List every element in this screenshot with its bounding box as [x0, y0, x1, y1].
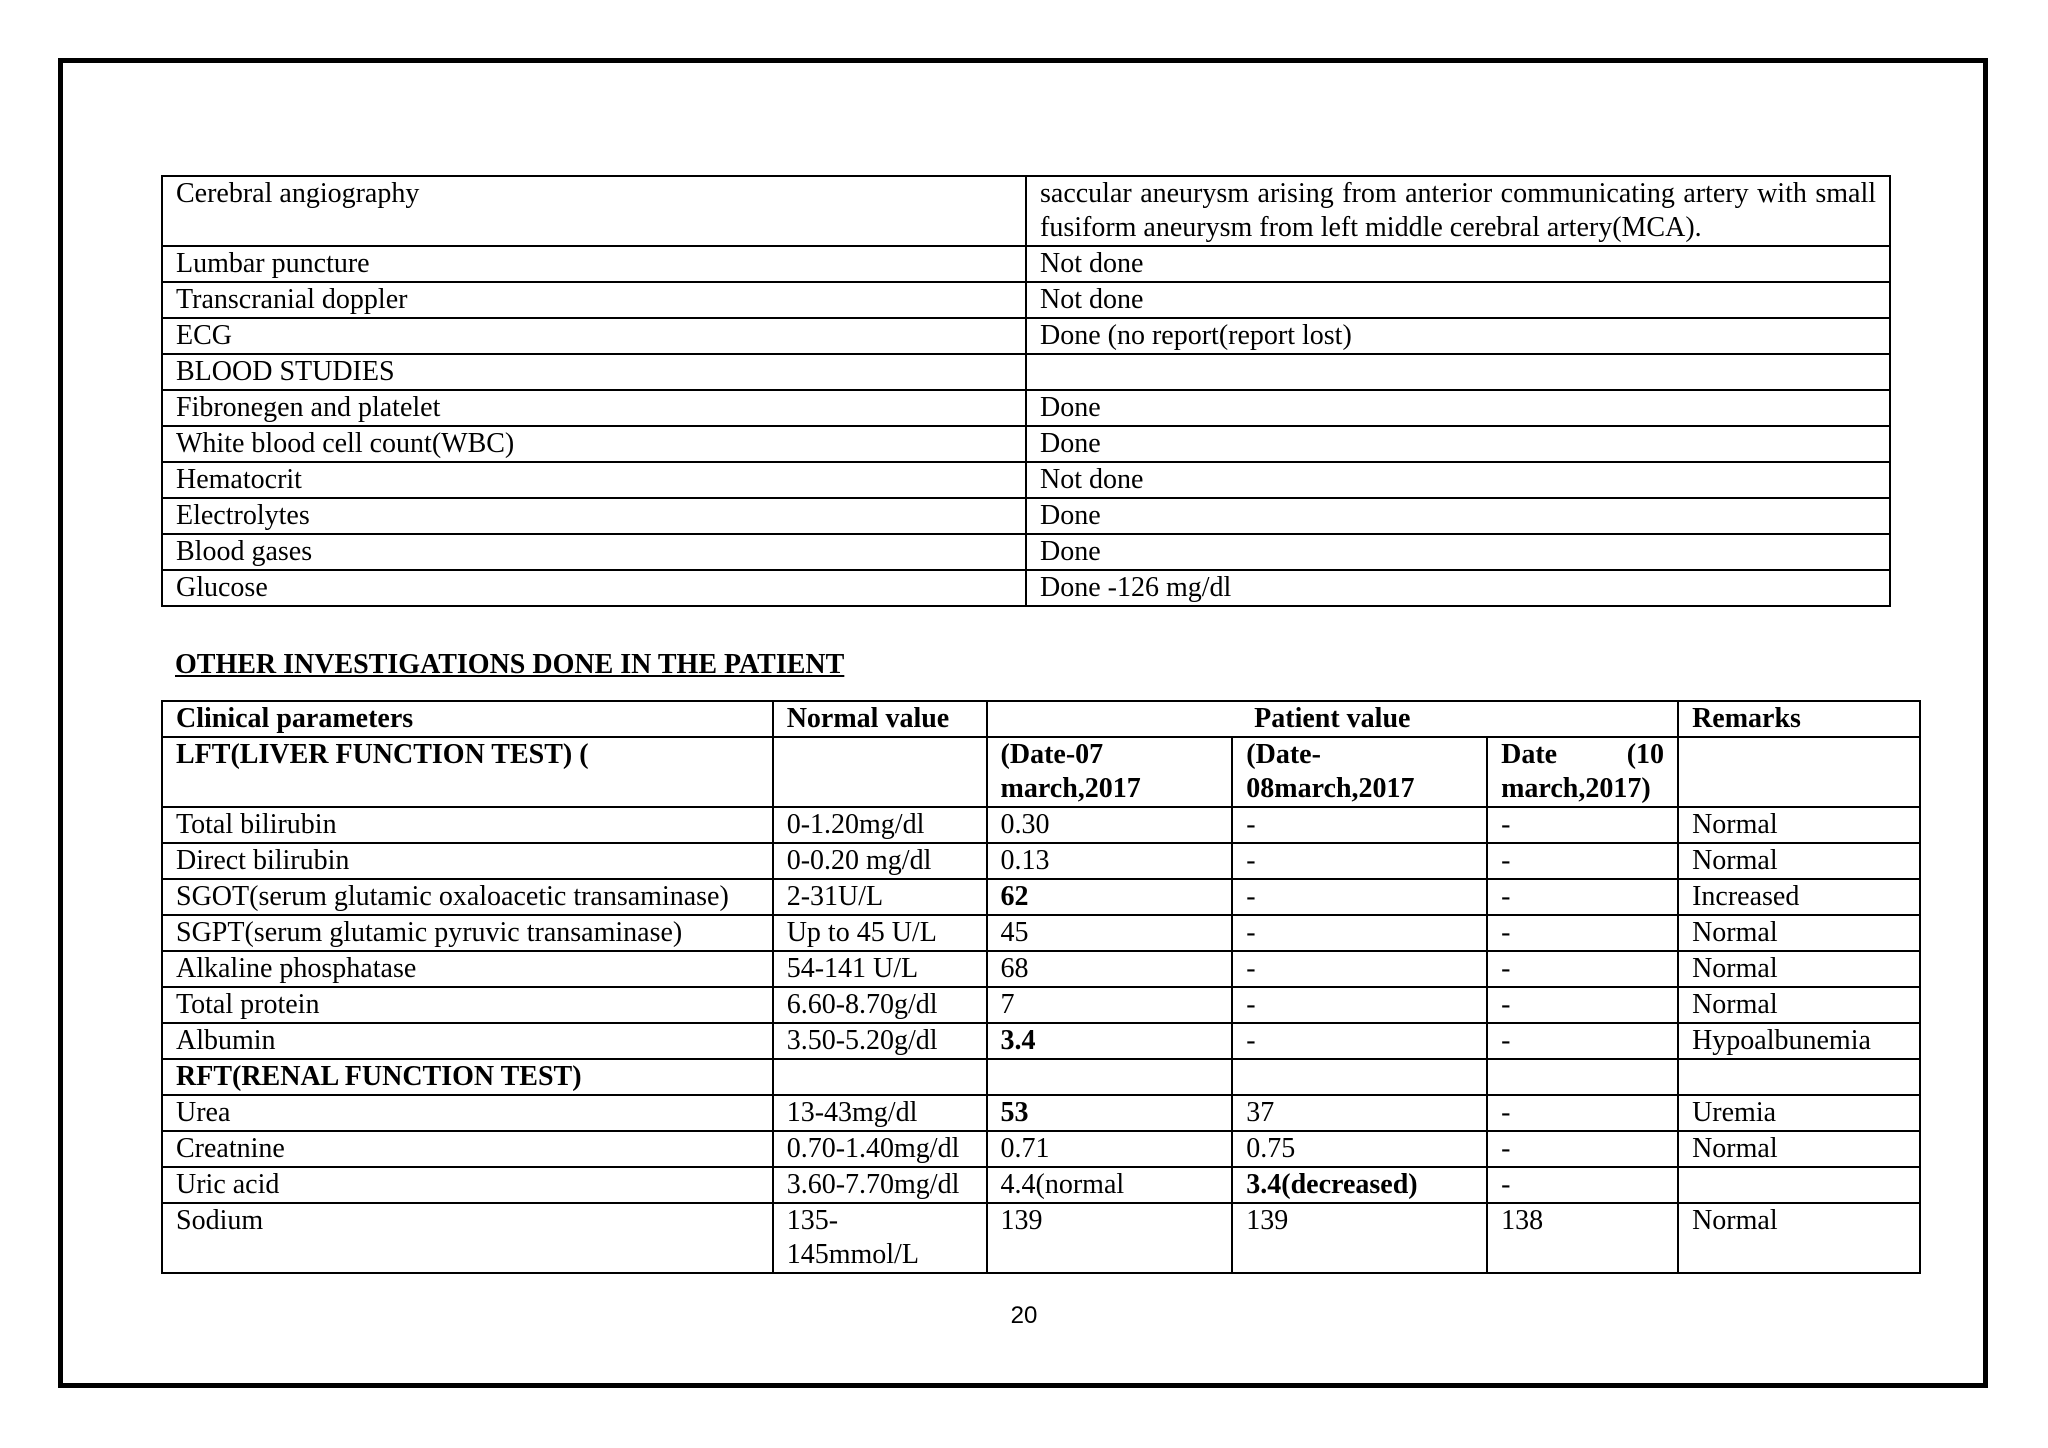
lab-value-date-2: 37 [1232, 1095, 1487, 1131]
investigation-row [162, 390, 1890, 426]
lab-value-date-2: - [1232, 987, 1487, 1023]
lab-value-date-1: 3.4 [987, 1023, 1233, 1059]
investigation-row [162, 534, 1890, 570]
lab-value-date-3: - [1487, 807, 1678, 843]
lab-normal-value: 0-1.20mg/dl [773, 807, 987, 843]
lab-normal-value: 2-31U/L [773, 879, 987, 915]
empty-cell [987, 1059, 1233, 1095]
investigation-name: Fibronegen and platelet [162, 390, 1026, 426]
investigation-name: ECG [162, 318, 1026, 354]
lab-value-date-1: 62 [987, 879, 1233, 915]
empty-cell [773, 1059, 987, 1095]
header-patient-value: Patient value [987, 701, 1679, 737]
lab-value-date-3: - [1487, 879, 1678, 915]
lab-value-date-3: - [1487, 1023, 1678, 1059]
investigation-result: Not done [1026, 462, 1890, 498]
investigation-result [1026, 354, 1890, 390]
investigation-name: Cerebral angiography [162, 176, 1026, 246]
investigation-result: Done [1026, 426, 1890, 462]
lab-value-date-2: - [1232, 879, 1487, 915]
lab-normal-value: 13-43mg/dl [773, 1095, 987, 1131]
investigation-name: Transcranial doppler [162, 282, 1026, 318]
lab-value-date-1: 0.71 [987, 1131, 1233, 1167]
lab-value-date-1: 4.4(normal [987, 1167, 1233, 1203]
lab-row [162, 915, 1920, 951]
investigation-row [162, 498, 1890, 534]
empty-cell [1487, 1059, 1678, 1095]
lab-remark: Normal [1678, 915, 1920, 951]
lab-remark: Normal [1678, 1131, 1920, 1167]
lab-normal-value: 135- 145mmol/L [773, 1203, 987, 1273]
date-3-day: (10 [1626, 739, 1665, 770]
empty-cell [1678, 1059, 1920, 1095]
investigation-row [162, 462, 1890, 498]
investigation-row [162, 426, 1890, 462]
lab-normal-value: 3.50-5.20g/dl [773, 1023, 987, 1059]
lab-value-date-1: 45 [987, 915, 1233, 951]
investigation-row [162, 246, 1890, 282]
lab-value-date-3: - [1487, 915, 1678, 951]
lab-value-date-2: - [1232, 951, 1487, 987]
lft-date-row [162, 737, 1920, 807]
investigations-table [161, 175, 1891, 607]
lft-section-label: LFT(LIVER FUNCTION TEST) ( [162, 737, 773, 807]
lab-value-date-2: - [1232, 1023, 1487, 1059]
lab-remark: Normal [1678, 1203, 1920, 1273]
lab-value-date-2: 3.4(decreased) [1232, 1167, 1487, 1203]
lab-row [162, 987, 1920, 1023]
lab-parameter: Total bilirubin [162, 807, 773, 843]
investigation-result: Done [1026, 534, 1890, 570]
lab-normal-value: Up to 45 U/L [773, 915, 987, 951]
lab-remark: Normal [1678, 843, 1920, 879]
rft-section-row [162, 1059, 1920, 1095]
lab-parameter: Total protein [162, 987, 773, 1023]
lab-value-date-3: - [1487, 1167, 1678, 1203]
date-1: (Date-07 march,2017 [987, 737, 1233, 807]
section-heading: OTHER INVESTIGATIONS DONE IN THE PATIENT [175, 649, 845, 680]
lab-parameter: Alkaline phosphatase [162, 951, 773, 987]
lab-normal-value: 3.60-7.70mg/dl [773, 1167, 987, 1203]
rft-section-label: RFT(RENAL FUNCTION TEST) [162, 1059, 773, 1095]
lab-value-date-2: - [1232, 843, 1487, 879]
investigation-result: Not done [1026, 282, 1890, 318]
lab-row [162, 1131, 1920, 1167]
lab-parameter: Urea [162, 1095, 773, 1131]
page-number: 20 [1010, 1302, 1038, 1329]
lab-parameter: Albumin [162, 1023, 773, 1059]
investigation-row [162, 354, 1890, 390]
lab-parameter: Creatnine [162, 1131, 773, 1167]
investigation-row [162, 282, 1890, 318]
lab-remark: Hypoalbunemia [1678, 1023, 1920, 1059]
date-3-line-2: march,2017) [1501, 773, 1651, 804]
lab-parameter: Direct bilirubin [162, 843, 773, 879]
investigation-name: Lumbar puncture [162, 246, 1026, 282]
lab-value-date-1: 7 [987, 987, 1233, 1023]
investigation-name: BLOOD STUDIES [162, 354, 1026, 390]
lab-row [162, 1023, 1920, 1059]
lab-value-date-1: 68 [987, 951, 1233, 987]
lab-value-date-1: 0.13 [987, 843, 1233, 879]
lab-row [162, 951, 1920, 987]
lab-results-table-body [162, 701, 1920, 1273]
lab-results-table [161, 700, 1921, 1274]
date-2: (Date- 08march,2017 [1232, 737, 1487, 807]
investigation-result: saccular aneurysm arising from anterior communicating artery with small fusiform aneurysm from left middle cerebral artery(MCA). [1026, 176, 1890, 246]
lab-row [162, 1167, 1920, 1203]
lab-value-date-1: 139 [987, 1203, 1233, 1273]
lab-value-date-2: 0.75 [1232, 1131, 1487, 1167]
lab-row [162, 879, 1920, 915]
lab-value-date-3: - [1487, 951, 1678, 987]
investigation-result: Done (no report(report lost) [1026, 318, 1890, 354]
date-3 [1487, 737, 1678, 807]
lab-parameter: SGPT(serum glutamic pyruvic transaminase) [162, 915, 773, 951]
date-3-line-1 [1501, 738, 1664, 772]
lab-value-date-3: - [1487, 1095, 1678, 1131]
lab-value-date-1: 0.30 [987, 807, 1233, 843]
lab-remark: Normal [1678, 807, 1920, 843]
lab-value-date-1: 53 [987, 1095, 1233, 1131]
lab-value-date-2: 139 [1232, 1203, 1487, 1273]
investigation-row [162, 176, 1890, 246]
investigation-name: Glucose [162, 570, 1026, 606]
lab-remark [1678, 1167, 1920, 1203]
lab-value-date-2: - [1232, 807, 1487, 843]
date-3-word: Date [1501, 739, 1558, 770]
lab-normal-value: 54-141 U/L [773, 951, 987, 987]
lab-normal-value: 0-0.20 mg/dl [773, 843, 987, 879]
empty-cell [1232, 1059, 1487, 1095]
header-remarks: Remarks [1678, 701, 1920, 737]
investigation-name: Electrolytes [162, 498, 1026, 534]
investigation-row [162, 570, 1890, 606]
lab-parameter: SGOT(serum glutamic oxaloacetic transaminase) [162, 879, 773, 915]
lab-value-date-3: - [1487, 987, 1678, 1023]
investigation-result: Done [1026, 498, 1890, 534]
lab-remark: Increased [1678, 879, 1920, 915]
lab-value-date-3: 138 [1487, 1203, 1678, 1273]
lab-parameter: Uric acid [162, 1167, 773, 1203]
header-clinical-parameters: Clinical parameters [162, 701, 773, 737]
lab-normal-value: 0.70-1.40mg/dl [773, 1131, 987, 1167]
investigation-result: Done [1026, 390, 1890, 426]
lab-header-row [162, 701, 1920, 737]
lab-row [162, 807, 1920, 843]
investigation-result: Done -126 mg/dl [1026, 570, 1890, 606]
lab-remark: Normal [1678, 987, 1920, 1023]
lab-value-date-3: - [1487, 1131, 1678, 1167]
lab-row [162, 1095, 1920, 1131]
lab-remark: Uremia [1678, 1095, 1920, 1131]
lab-normal-value: 6.60-8.70g/dl [773, 987, 987, 1023]
investigation-result: Not done [1026, 246, 1890, 282]
empty-cell [1678, 737, 1920, 807]
lab-row [162, 1203, 1920, 1273]
lab-value-date-3: - [1487, 843, 1678, 879]
investigation-name: Hematocrit [162, 462, 1026, 498]
lab-row [162, 843, 1920, 879]
investigation-row [162, 318, 1890, 354]
empty-cell [773, 737, 987, 807]
investigation-name: Blood gases [162, 534, 1026, 570]
investigations-table-body [162, 176, 1890, 606]
lab-value-date-2: - [1232, 915, 1487, 951]
investigation-name: White blood cell count(WBC) [162, 426, 1026, 462]
lab-parameter: Sodium [162, 1203, 773, 1273]
header-normal-value: Normal value [773, 701, 987, 737]
lab-remark: Normal [1678, 951, 1920, 987]
